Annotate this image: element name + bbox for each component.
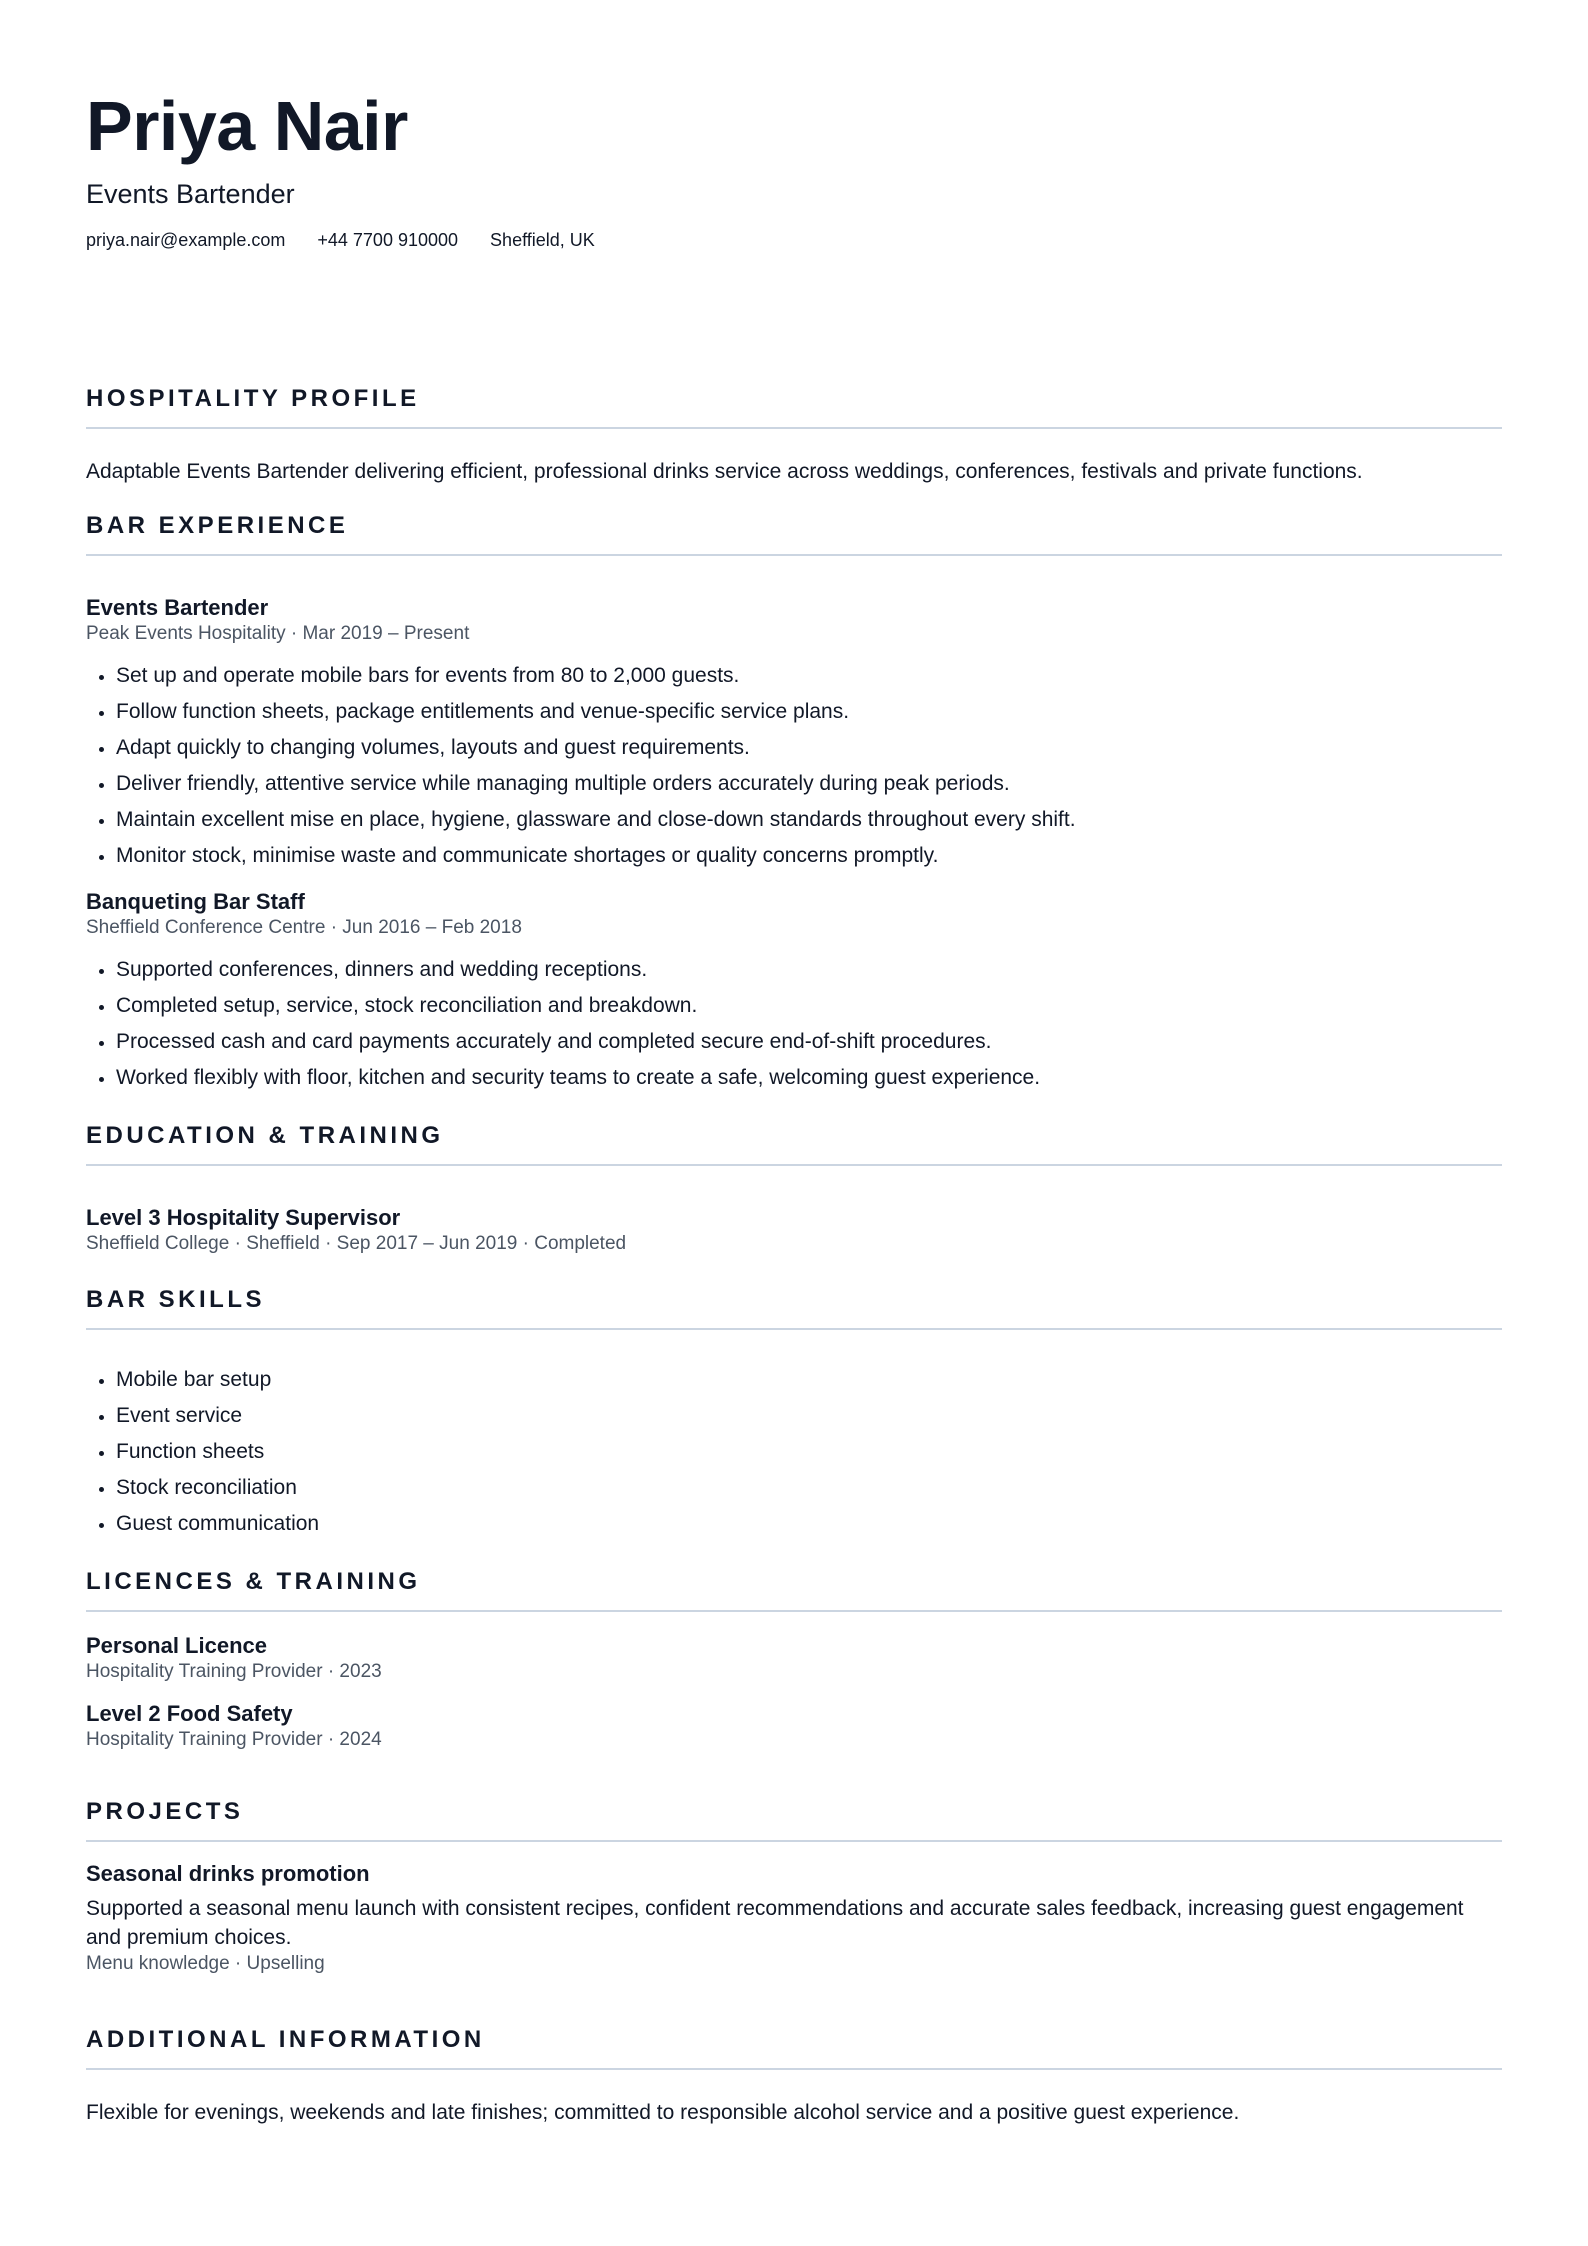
job-bullets: [86, 658, 1502, 874]
section-title-skills: BAR SKILLS: [86, 1286, 1502, 1330]
job-entry: [86, 888, 1502, 1096]
project-entry: [86, 1860, 1502, 1976]
additional-text: Flexible for evenings, weekends and late finishes; committed to responsible alcohol service and a positive guest experience.: [86, 2101, 1240, 2124]
project-tags: Menu knowledge · Upselling: [86, 1953, 325, 1974]
section-title-experience: BAR EXPERIENCE: [86, 512, 1502, 556]
skill-item: • Guest communication: [116, 1506, 1502, 1542]
licence-meta: Hospitality Training Provider · 2023: [86, 1661, 382, 1682]
project-title: Seasonal drinks promotion: [86, 1861, 370, 1886]
candidate-name: Priya Nair: [86, 87, 408, 165]
job-meta: Sheffield Conference Centre · Jun 2016 – Feb 2018: [86, 917, 522, 938]
section-projects: [86, 1798, 1502, 1976]
job-bullet: • Deliver friendly, attentive service while managing multiple orders accurately during peak periods.: [116, 766, 1502, 802]
job-bullets: [86, 952, 1502, 1096]
contact-location: Sheffield, UK: [490, 230, 595, 250]
skill-item: • Stock reconciliation: [116, 1470, 1502, 1506]
section-skills: [86, 1286, 1502, 1542]
contact-phone[interactable]: +44 7700 910000: [317, 230, 459, 250]
section-title-additional: ADDITIONAL INFORMATION: [86, 2026, 1502, 2070]
job-bullet: • Set up and operate mobile bars for events from 80 to 2,000 guests.: [116, 658, 1502, 694]
job-entry: [86, 594, 1502, 874]
job-bullet: • Worked flexibly with floor, kitchen and security teams to create a safe, welcoming guest experience.: [116, 1060, 1502, 1096]
job-bullet: • Supported conferences, dinners and wedding receptions.: [116, 952, 1502, 988]
licence-entry: [86, 1632, 1502, 1684]
resume-header: [86, 88, 1502, 251]
licence-title: Personal Licence: [86, 1633, 267, 1658]
section-licences: [86, 1568, 1502, 1752]
skill-item: • Mobile bar setup: [116, 1362, 1502, 1398]
licence-entry: [86, 1700, 1502, 1752]
section-title-education: EDUCATION & TRAINING: [86, 1122, 1502, 1166]
section-experience: [86, 512, 1502, 1096]
profile-text: Adaptable Events Bartender delivering efficient, professional drinks service across weddings, conferences, festivals and private functions.: [86, 460, 1363, 483]
job-title: Events Bartender: [86, 595, 269, 620]
education-title: Level 3 Hospitality Supervisor: [86, 1205, 401, 1230]
section-title-licences: LICENCES & TRAINING: [86, 1568, 1502, 1612]
job-bullet: • Adapt quickly to changing volumes, layouts and guest requirements.: [116, 730, 1502, 766]
skill-item: • Event service: [116, 1398, 1502, 1434]
skill-item: • Function sheets: [116, 1434, 1502, 1470]
job-bullet: • Follow function sheets, package entitlements and venue-specific service plans.: [116, 694, 1502, 730]
section-profile: [86, 385, 1502, 486]
project-description: Supported a seasonal menu launch with consistent recipes, confident recommendations and accurate sales feedback, increasing guest engagement and premium choices.: [86, 1897, 1464, 1949]
job-title: Banqueting Bar Staff: [86, 889, 305, 914]
contact-email[interactable]: priya.nair@example.com: [86, 230, 286, 250]
job-bullet: • Maintain excellent mise en place, hygiene, glassware and close-down standards throughout every shift.: [116, 802, 1502, 838]
job-bullet: • Processed cash and card payments accurately and completed secure end-of-shift procedures.: [116, 1024, 1502, 1060]
education-entry: [86, 1204, 1502, 1256]
contact-line: [86, 230, 1502, 251]
licence-meta: Hospitality Training Provider · 2024: [86, 1729, 382, 1750]
job-bullet: • Monitor stock, minimise waste and communicate shortages or quality concerns promptly.: [116, 838, 1502, 874]
section-title-profile: HOSPITALITY PROFILE: [86, 385, 1502, 429]
candidate-role: Events Bartender: [86, 179, 295, 209]
section-education: [86, 1122, 1502, 1256]
job-bullet: • Completed setup, service, stock reconciliation and breakdown.: [116, 988, 1502, 1024]
section-title-projects: PROJECTS: [86, 1798, 1502, 1842]
job-meta: Peak Events Hospitality · Mar 2019 – Present: [86, 623, 470, 644]
skills-list: [86, 1362, 1502, 1542]
section-additional: [86, 2026, 1502, 2127]
licence-title: Level 2 Food Safety: [86, 1701, 293, 1726]
education-meta: Sheffield College · Sheffield · Sep 2017 – Jun 2019 · Completed: [86, 1233, 627, 1254]
